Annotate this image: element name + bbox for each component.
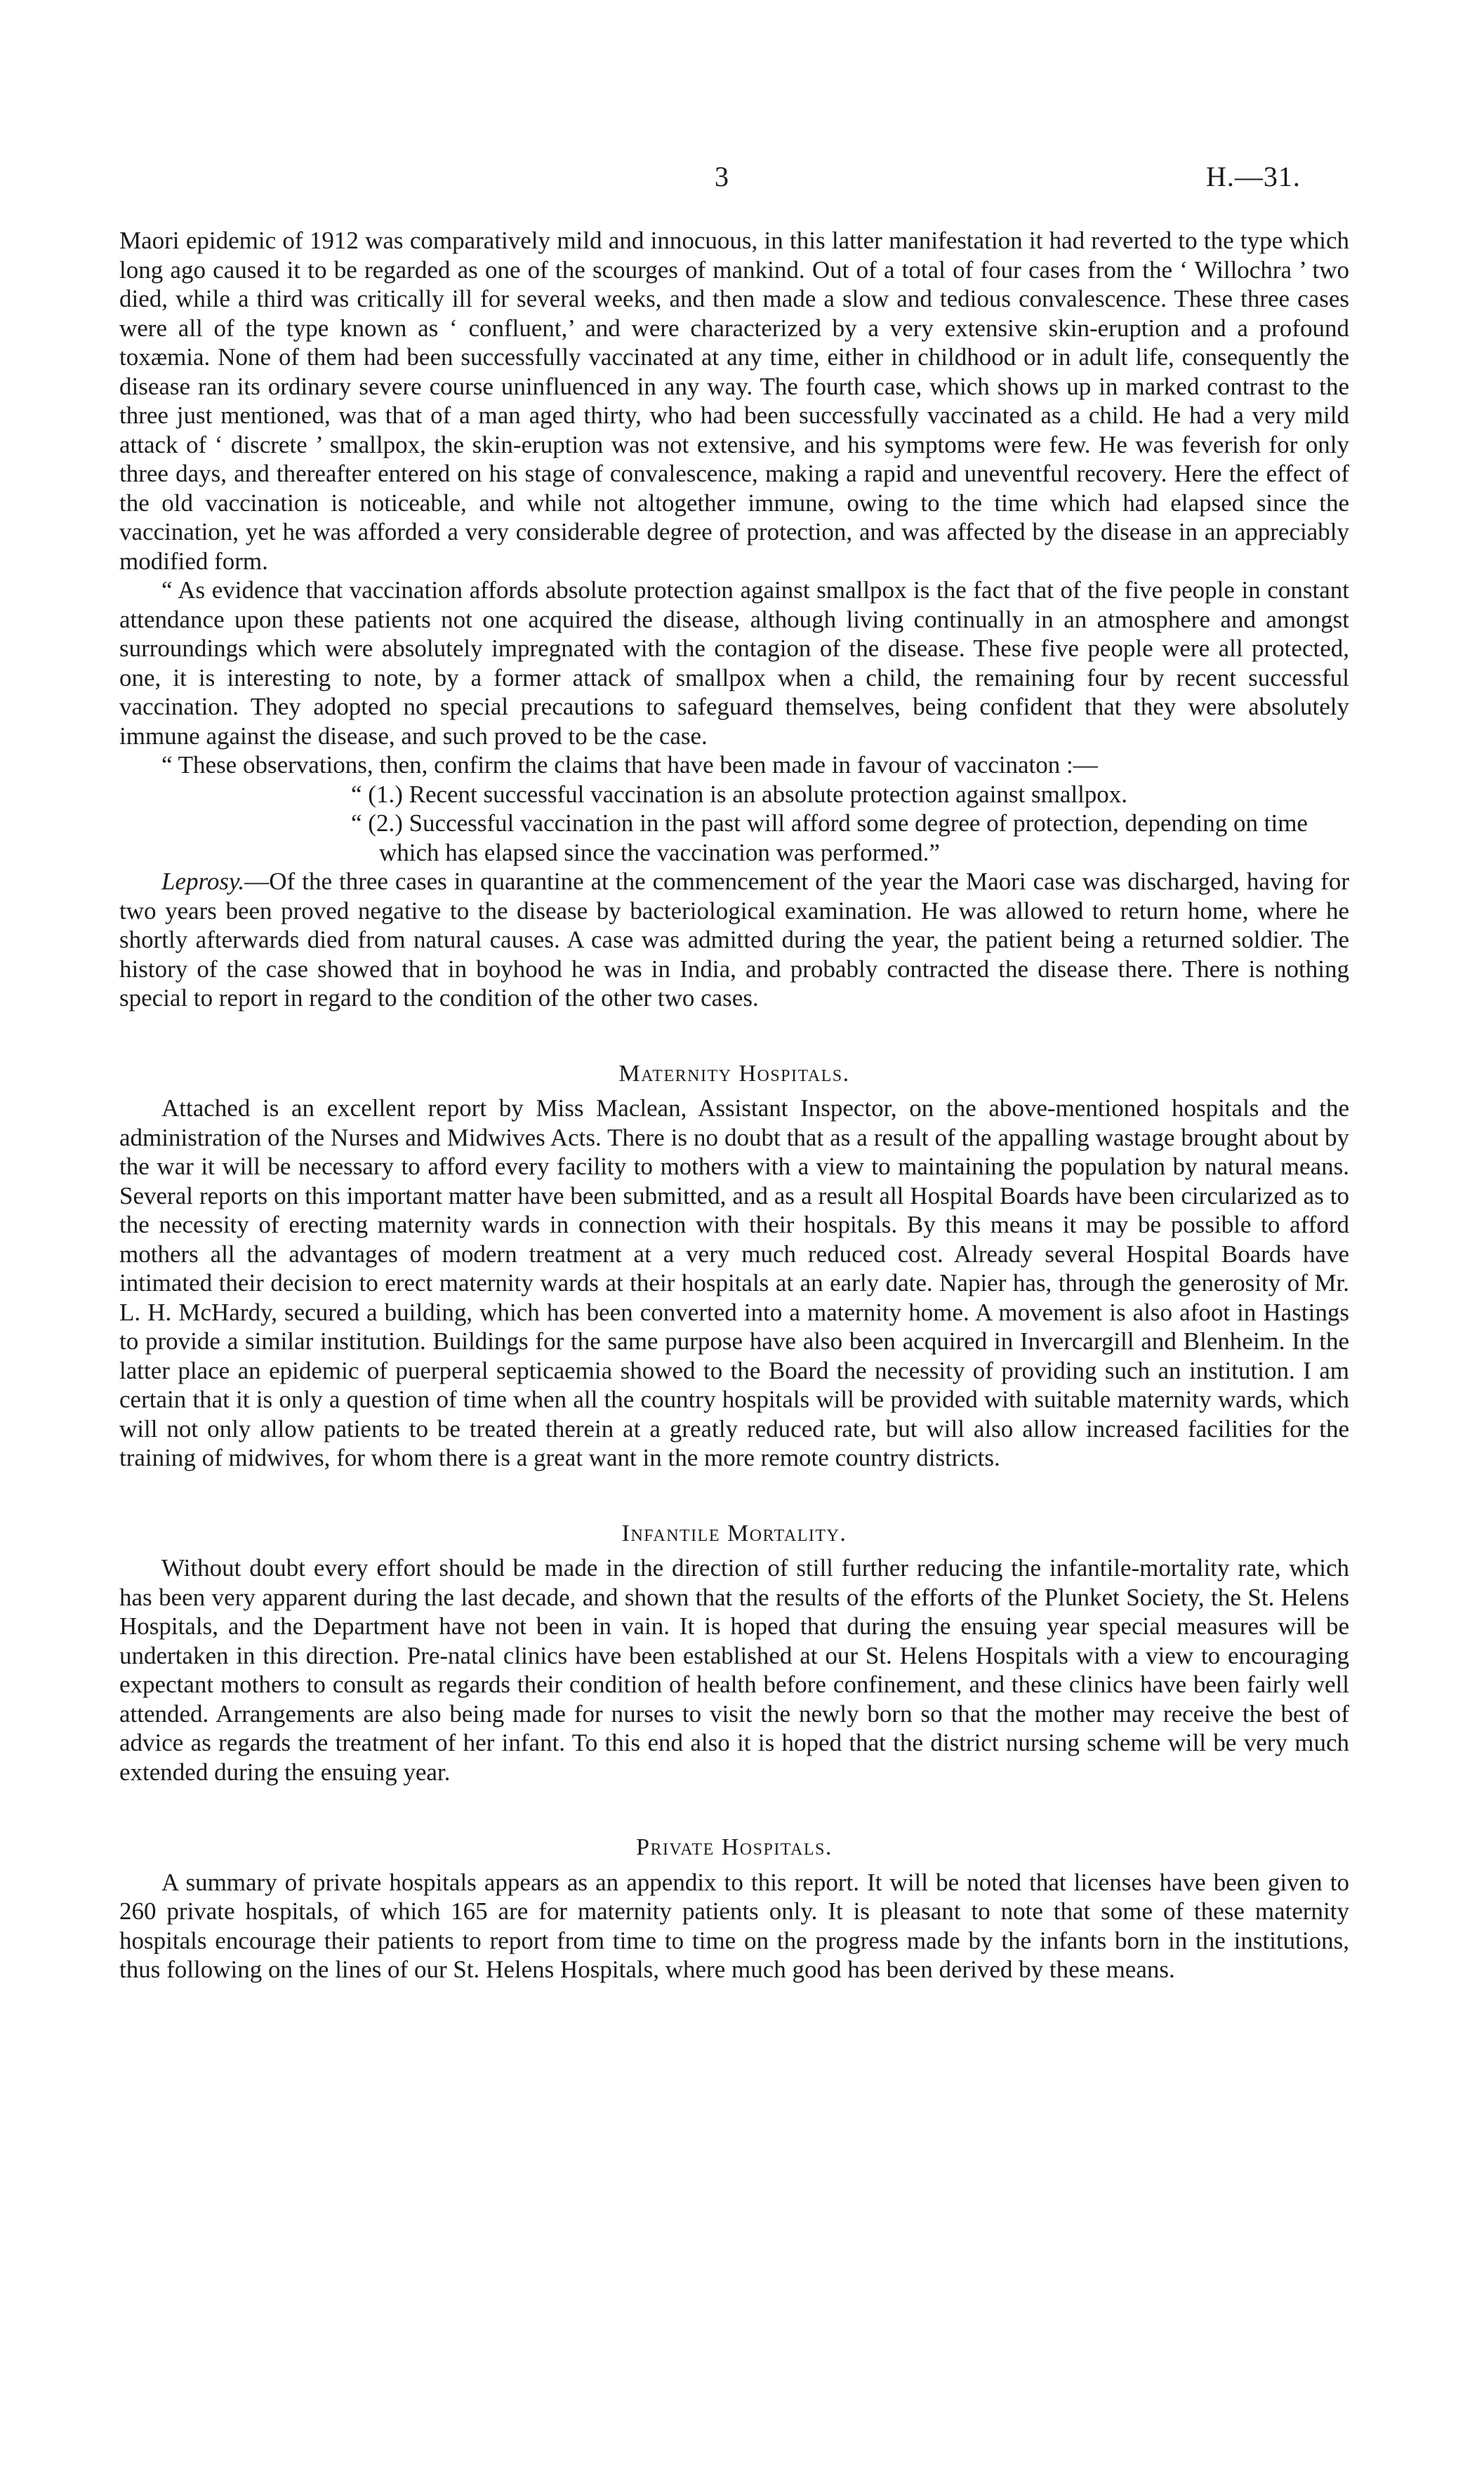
page-number: 3 [715, 161, 729, 192]
maternity-hospitals-heading: Maternity Hospitals. [618, 1060, 850, 1087]
vaccination-claim-2: “ (2.) Successful vaccination in the past will afford some degree of protection, depending on time which has elapsed since the vaccination was performed.” [351, 809, 1308, 866]
infantile-mortality-paragraph: Without doubt every effort should be made in the direction of still further reducing the infantile-mortality rate, which has been very apparent during the last decade, and shown that the results of the efforts of the Plunket Society, the St. Helens Hospitals, and the Department have not been in vain. It is hoped that during the ensuing year special measures will be undertaken in this direction. Pre-natal clinics have been established at our St. Helens Hospitals with a view to encouraging expectant mothers to consult as regards their condition of health before confinement, and these clinics have been fairly well attended. Arrangements are also being made for nurses to visit the newly born so that the mother may receive the best of advice as regards the treatment of her infant. To this end also it is hoped that the district nursing scheme will be very much extended during the ensuing year. [119, 1554, 1349, 1786]
leprosy-text: —Of the three cases in quarantine at the commencement of the year the Maori case was discharged, having for two years been proved negative to the disease by bacteriological examination. He was allowed to return home, where he shortly afterwards died from natural causes. A case was admitted during the year, the patient being a returned soldier. The history of the case showed that in boyhood he was in India, and probably contracted the disease there. There is nothing special to report in regard to the condition of the other two cases. [119, 868, 1349, 1012]
smallpox-paragraph-3: “ These observations, then, confirm the claims that have been made in favour of vaccinaton :— [161, 751, 1098, 778]
private-hospitals-heading: Private Hospitals. [636, 1834, 833, 1860]
infantile-mortality-heading: Infantile Mortality. [621, 1520, 847, 1546]
vaccination-claim-1: “ (1.) Recent successful vaccination is an absolute protection against smallpox. [351, 780, 1128, 808]
body-text [119, 226, 1349, 1984]
document-reference: H.—31. [1206, 161, 1301, 192]
leprosy-paragraph [119, 867, 1349, 1013]
smallpox-paragraph-1: Maori epidemic of 1912 was comparatively mild and innocuous, in this latter manifestation it had reverted to the type which long ago caused it to be regarded as one of the scourges of mankind. Out of a total of four cases from the ‘ Willochra ’ two died, while a third was critically ill for several weeks, and then made a slow and tedious convalescence. These three cases were all of the type known as ‘ confluent,’ and were characterized by a very extensive skin-eruption and a profound toxæmia. None of them had been successfully vaccinated at any time, either in childhood or in adult life, consequently the disease ran its ordinary severe course uninfluenced in any way. The fourth case, which shows up in marked contrast to the three just mentioned, was that of a man aged thirty, who had been successfully vaccinated as a child. He had a very mild attack of ‘ discrete ’ smallpox, the skin-eruption was not extensive, and his symptoms were few. He was feverish for only three days, and thereafter entered on his stage of convalescence, making a rapid and uneventful recovery. Here the effect of the old vaccination is noticeable, and while not altogether immune, owing to the time which had elapsed since the vaccination, yet he was afforded a very considerable degree of protection, and was affected by the disease in an appreciably modified form. [119, 227, 1349, 575]
private-hospitals-paragraph: A summary of private hospitals appears as an appendix to this report. It will be noted that licenses have been given to 260 private hospitals, of which 165 are for maternity patients only. It is pleasant to note that some of these maternity hospitals encourage their patients to report from time to time on the progress made by the infants born in the institutions, thus following on the lines of our St. Helens Hospitals, where much good has been derived by these means. [119, 1868, 1349, 1983]
leprosy-label: Leprosy. [161, 868, 245, 895]
maternity-hospitals-paragraph: Attached is an excellent report by Miss Maclean, Assistant Inspector, on the above-mentioned hospitals and the administration of the Nurses and Midwives Acts. There is no doubt that as a result of the appalling wastage brought about by the war it will be necessary to afford every facility to mothers with a view to maintaining the population by natural means. Several reports on this important matter have been submitted, and as a result all Hospital Boards have been circularized as to the necessity of erecting maternity wards in connection with their hospitals. By this means it may be possible to afford mothers all the advantages of modern treatment at a very much reduced cost. Already several Hospital Boards have intimated their decision to erect maternity wards at their hospitals at an early date. Napier has, through the generosity of Mr. L. H. McHardy, secured a building, which has been converted into a maternity home. A movement is also afoot in Hastings to provide a similar institution. Buildings for the same purpose have also been acquired in Invercargill and Blenheim. In the latter place an epidemic of puerperal septicaemia showed to the Board the necessity of providing such an institution. I am certain that it is only a question of time when all the country hospitals will be provided with suitable maternity wards, which will not only allow patients to be treated therein at a greatly reduced rate, but will also allow increased facilities for the training of midwives, for whom there is a great want in the more remote country districts. [119, 1094, 1349, 1471]
smallpox-paragraph-2: “ As evidence that vaccination affords absolute protection against smallpox is the fact that of the five people in constant attendance upon these patients not one acquired the disease, although living continually in an atmosphere and amongst surroundings which were absolutely impregnated with the contagion of the disease. These five people were all protected, one, it is interesting to note, by a former attack of smallpox when a child, the remaining four by recent successful vaccination. They adopted no special precautions to safeguard themselves, being confident that they were absolutely immune against the disease, and such proved to be the case. [119, 576, 1349, 750]
